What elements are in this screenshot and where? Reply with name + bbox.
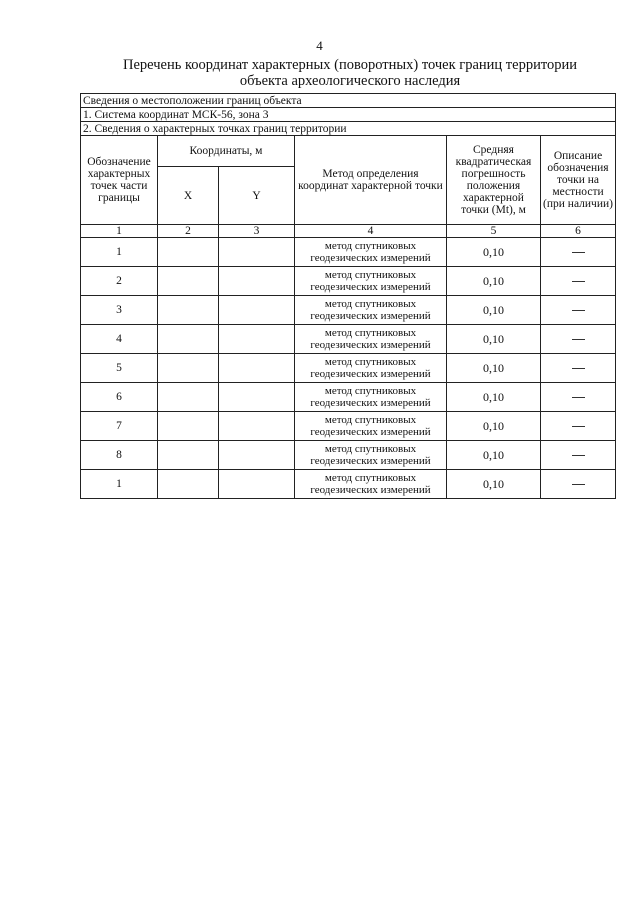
y-cell bbox=[219, 354, 295, 383]
error-cell: 0,10 bbox=[447, 325, 541, 354]
method-cell bbox=[295, 441, 447, 470]
header-description: Описание обозначения точки на местности (при наличии) bbox=[541, 136, 616, 225]
error-cell: 0,10 bbox=[447, 383, 541, 412]
table-row bbox=[81, 441, 616, 470]
x-cell bbox=[158, 238, 219, 267]
description-cell bbox=[541, 470, 616, 499]
method-line-1: метод спутниковых bbox=[324, 443, 417, 455]
description-cell bbox=[541, 441, 616, 470]
description-cell bbox=[541, 296, 616, 325]
description-cell bbox=[541, 267, 616, 296]
method-cell bbox=[295, 383, 447, 412]
table-row bbox=[81, 325, 616, 354]
table-body bbox=[81, 238, 616, 499]
method-line-2: геодезических измерений bbox=[310, 252, 431, 264]
y-cell bbox=[219, 441, 295, 470]
error-cell: 0,10 bbox=[447, 238, 541, 267]
column-number: 5 bbox=[447, 225, 541, 238]
method-line-2: геодезических измерений bbox=[310, 397, 431, 409]
method-cell bbox=[295, 354, 447, 383]
error-cell: 0,10 bbox=[447, 470, 541, 499]
y-cell bbox=[219, 296, 295, 325]
error-cell: 0,10 bbox=[447, 412, 541, 441]
points-info-row: 2. Сведения о характерных точках границ территории bbox=[81, 122, 616, 136]
description-cell bbox=[541, 354, 616, 383]
description-cell bbox=[541, 383, 616, 412]
x-cell bbox=[158, 470, 219, 499]
y-cell bbox=[219, 325, 295, 354]
method-cell bbox=[295, 267, 447, 296]
column-number: 1 bbox=[81, 225, 158, 238]
x-cell bbox=[158, 267, 219, 296]
method-line-2: геодезических измерений bbox=[310, 455, 431, 467]
error-cell: 0,10 bbox=[447, 354, 541, 383]
column-number: 4 bbox=[295, 225, 447, 238]
x-cell bbox=[158, 441, 219, 470]
method-line-1: метод спутниковых bbox=[324, 472, 417, 484]
location-info-row: Сведения о местоположении границ объекта bbox=[81, 94, 616, 108]
method-cell bbox=[295, 470, 447, 499]
method-line-1: метод спутниковых bbox=[324, 298, 417, 310]
method-line-1: метод спутниковых bbox=[324, 385, 417, 397]
method-line-1: метод спутниковых bbox=[324, 356, 417, 368]
point-id-cell: 7 bbox=[81, 412, 158, 441]
method-line-2: геодезических измерений bbox=[310, 281, 431, 293]
dash-mark bbox=[572, 426, 585, 427]
table-row bbox=[81, 470, 616, 499]
method-line-1: метод спутниковых bbox=[324, 327, 417, 339]
y-cell bbox=[219, 412, 295, 441]
x-cell bbox=[158, 383, 219, 412]
column-number: 3 bbox=[219, 225, 295, 238]
header-coordinates: Координаты, м bbox=[158, 136, 295, 167]
column-number: 2 bbox=[158, 225, 219, 238]
table-row bbox=[81, 267, 616, 296]
y-cell bbox=[219, 470, 295, 499]
description-cell bbox=[541, 238, 616, 267]
point-id-cell: 2 bbox=[81, 267, 158, 296]
table-row bbox=[81, 354, 616, 383]
method-line-2: геодезических измерений bbox=[310, 310, 431, 322]
header-y: Y bbox=[219, 167, 295, 225]
page-number: 4 bbox=[316, 38, 323, 53]
coordinates-table bbox=[80, 93, 616, 499]
point-id-cell: 6 bbox=[81, 383, 158, 412]
table-row bbox=[81, 296, 616, 325]
error-cell: 0,10 bbox=[447, 441, 541, 470]
table-row bbox=[81, 412, 616, 441]
dash-mark bbox=[572, 397, 585, 398]
description-cell bbox=[541, 412, 616, 441]
x-cell bbox=[158, 354, 219, 383]
method-cell bbox=[295, 325, 447, 354]
point-id-cell: 5 bbox=[81, 354, 158, 383]
header-error: Средняя квадратическая погрешность положения характерной точки (Mt), м bbox=[447, 136, 541, 225]
method-cell bbox=[295, 412, 447, 441]
dash-mark bbox=[572, 484, 585, 485]
method-line-1: метод спутниковых bbox=[324, 414, 417, 426]
method-line-1: метод спутниковых bbox=[324, 269, 417, 281]
title-line-1: Перечень координат характерных (поворотных) точек границ территории bbox=[122, 57, 578, 73]
x-cell bbox=[158, 325, 219, 354]
point-id-cell: 8 bbox=[81, 441, 158, 470]
dash-mark bbox=[572, 281, 585, 282]
dash-mark bbox=[572, 368, 585, 369]
dash-mark bbox=[572, 252, 585, 253]
dash-mark bbox=[572, 310, 585, 311]
x-cell bbox=[158, 296, 219, 325]
x-cell bbox=[158, 412, 219, 441]
dash-mark bbox=[572, 455, 585, 456]
column-number: 6 bbox=[541, 225, 616, 238]
document-title bbox=[90, 57, 610, 89]
error-cell: 0,10 bbox=[447, 267, 541, 296]
title-line-2: объекта археологического наследия bbox=[239, 73, 461, 89]
method-cell bbox=[295, 238, 447, 267]
method-line-2: геодезических измерений bbox=[310, 484, 431, 496]
error-cell: 0,10 bbox=[447, 296, 541, 325]
coordinate-system-row: 1. Система координат МСК-56, зона 3 bbox=[81, 108, 616, 122]
method-line-2: геодезических измерений bbox=[310, 426, 431, 438]
table-row bbox=[81, 383, 616, 412]
y-cell bbox=[219, 383, 295, 412]
method-cell bbox=[295, 296, 447, 325]
table-row bbox=[81, 238, 616, 267]
header-method: Метод определения координат характерной точки bbox=[295, 136, 447, 225]
y-cell bbox=[219, 267, 295, 296]
method-line-2: геодезических измерений bbox=[310, 339, 431, 351]
description-cell bbox=[541, 325, 616, 354]
method-line-2: геодезических измерений bbox=[310, 368, 431, 380]
y-cell bbox=[219, 238, 295, 267]
point-id-cell: 1 bbox=[81, 470, 158, 499]
header-designation: Обозначение характерных точек части границы bbox=[81, 136, 158, 225]
point-id-cell: 1 bbox=[81, 238, 158, 267]
point-id-cell: 4 bbox=[81, 325, 158, 354]
dash-mark bbox=[572, 339, 585, 340]
point-id-cell: 3 bbox=[81, 296, 158, 325]
method-line-1: метод спутниковых bbox=[324, 240, 417, 252]
header-x: X bbox=[158, 167, 219, 225]
